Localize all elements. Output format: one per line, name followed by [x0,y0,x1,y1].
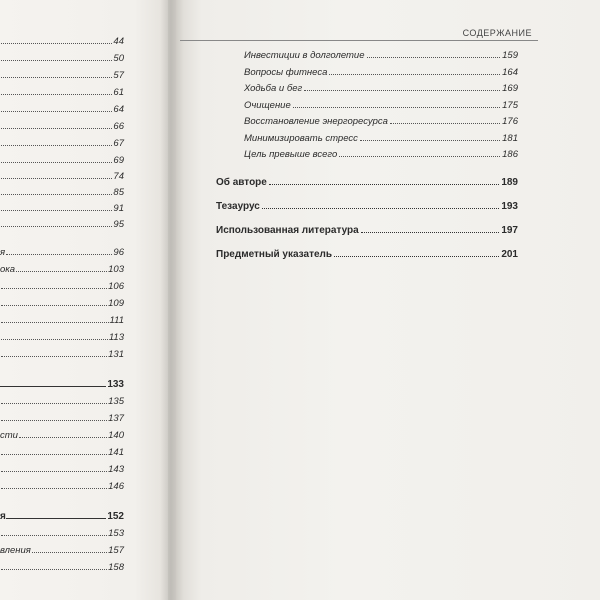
toc-subentry [244,113,518,127]
left-toc-row [0,278,124,292]
page-number: 193 [501,201,518,212]
main-entry-title: Об авторе [216,177,267,188]
book-gutter [160,0,184,600]
left-toc-row [0,410,124,424]
left-toc-row [0,50,124,64]
left-toc-row [0,329,124,343]
page-number: 157 [108,545,124,556]
page-number: 91 [113,203,124,214]
toc-main-entry [216,198,518,212]
subentry-title: Ходьба и бег [244,83,303,94]
page-number: 176 [502,116,518,127]
page-number: 85 [113,187,124,198]
leader-dots [1,287,107,289]
leader-dots [1,127,112,129]
page-number: 181 [502,132,518,144]
leader-dots [1,402,107,404]
page-number: 103 [108,264,124,275]
toc-main-entry [216,222,518,236]
left-toc-row [0,508,124,522]
left-toc-row [0,525,124,539]
leader-dots [6,518,106,519]
leader-dots [390,123,500,124]
page-number: 197 [501,225,518,236]
left-toc-row [0,346,124,360]
page-number: 69 [113,155,124,166]
left-toc-row [0,444,124,458]
leader-dots [339,156,500,157]
left-toc-row [0,478,124,492]
leader-dots [1,338,108,340]
subentry-title: Вопросы фитнеса [244,66,328,78]
page-number: 111 [109,315,124,326]
page-number: 109 [108,298,124,309]
left-toc-row [0,67,124,81]
leader-dots [304,90,500,91]
left-toc-row [0,261,124,275]
left-toc-row [0,184,124,198]
left-toc-fragment: вления [0,545,31,556]
leader-dots [1,321,109,323]
page-number: 141 [108,447,124,458]
page-number: 140 [108,430,124,441]
leader-dots [6,253,112,255]
page-number: 153 [108,528,124,539]
page-number: 152 [107,511,124,522]
leader-dots [293,107,500,108]
left-toc-row [0,200,124,214]
main-entry-title: Использованная литература [216,225,359,236]
leader-dots [1,59,112,61]
leader-dots [1,93,112,95]
left-toc-fragment: сти [0,430,18,441]
main-entry-title: Предметный указатель [216,249,333,260]
page-number: 50 [113,53,124,64]
page-number: 95 [113,219,124,230]
page-number: 106 [108,281,124,292]
leader-dots [1,487,107,489]
page-number: 64 [113,104,124,115]
left-toc-row [0,393,124,407]
left-toc-fragment: ока [0,264,16,275]
page-number: 66 [113,121,124,132]
left-toc-fragment: я [0,247,6,258]
subentry-title: Восстановление энергоресурса [244,116,388,127]
page-number: 189 [501,177,518,188]
page-number: 96 [113,247,124,258]
leader-dots [361,232,500,233]
subentry-title: Минимизировать стресс [244,132,358,144]
subentry-title: Цель превыше всего [244,149,338,160]
leader-dots [1,209,112,211]
leader-dots [1,161,112,163]
left-toc-row [0,542,124,556]
toc-subentry [244,130,518,144]
subentry-title: Инвестиции в долголетие [244,50,365,61]
toc-main-entry [216,174,518,188]
left-toc-row [0,168,124,182]
page-number: 67 [113,138,124,149]
subentry-title: Очищение [244,99,291,111]
toc-subentry [244,146,518,160]
left-toc-row [0,118,124,132]
leader-dots [360,140,500,141]
left-toc-row [0,33,124,47]
main-entry-title: Тезаурус [216,201,260,212]
leader-dots [1,193,112,195]
leader-dots [1,76,112,78]
toc-subentry [244,97,518,111]
leader-dots [1,453,107,455]
left-toc-row [0,295,124,309]
left-toc-row [0,216,124,230]
page-number: 164 [502,66,518,78]
leader-dots [19,436,107,438]
left-toc-row [0,312,124,326]
leader-dots [16,270,107,272]
left-toc-row [0,135,124,149]
left-toc-row [0,427,124,441]
toc-main-entry [216,246,518,260]
leader-dots [269,184,499,185]
leader-dots [1,110,112,112]
leader-dots [32,551,107,553]
running-head: СОДЕРЖАНИЕ [462,28,532,38]
leader-dots [1,355,107,357]
page-number: 131 [108,349,124,360]
toc-subentry [244,47,518,61]
leader-dots [1,534,107,536]
left-toc-row [0,84,124,98]
page-number: 135 [108,396,124,407]
leader-dots [329,74,500,75]
page-number: 169 [502,83,518,94]
leader-dots [0,386,106,387]
page-number: 186 [502,149,518,160]
left-toc-row [0,101,124,115]
page-number: 175 [502,99,518,111]
header-rule [180,40,538,41]
page-number: 61 [113,87,124,98]
page-number: 74 [113,171,124,182]
left-toc-row [0,461,124,475]
left-toc-row [0,244,124,258]
left-toc-row [0,152,124,166]
leader-dots [262,208,499,209]
page-number: 159 [502,50,518,61]
leader-dots [1,419,107,421]
toc-subentry [244,80,518,94]
page-number: 113 [108,332,124,343]
leader-dots [1,42,112,44]
leader-dots [334,256,499,257]
leader-dots [1,304,107,306]
leader-dots [1,144,112,146]
page-number: 44 [113,36,124,47]
leader-dots [1,568,107,570]
left-toc-fragment: я [0,511,6,522]
page-number: 133 [107,379,124,390]
page-number: 146 [108,481,124,492]
left-toc-row [0,376,124,390]
leader-dots [367,57,501,58]
left-toc-row [0,559,124,573]
leader-dots [1,225,112,227]
leader-dots [1,470,107,472]
leader-dots [1,177,112,179]
page-number: 201 [501,249,518,260]
page-number: 158 [108,562,124,573]
page-number: 137 [108,413,124,424]
page-number: 57 [113,70,124,81]
page-number: 143 [108,464,124,475]
toc-subentry [244,64,518,78]
